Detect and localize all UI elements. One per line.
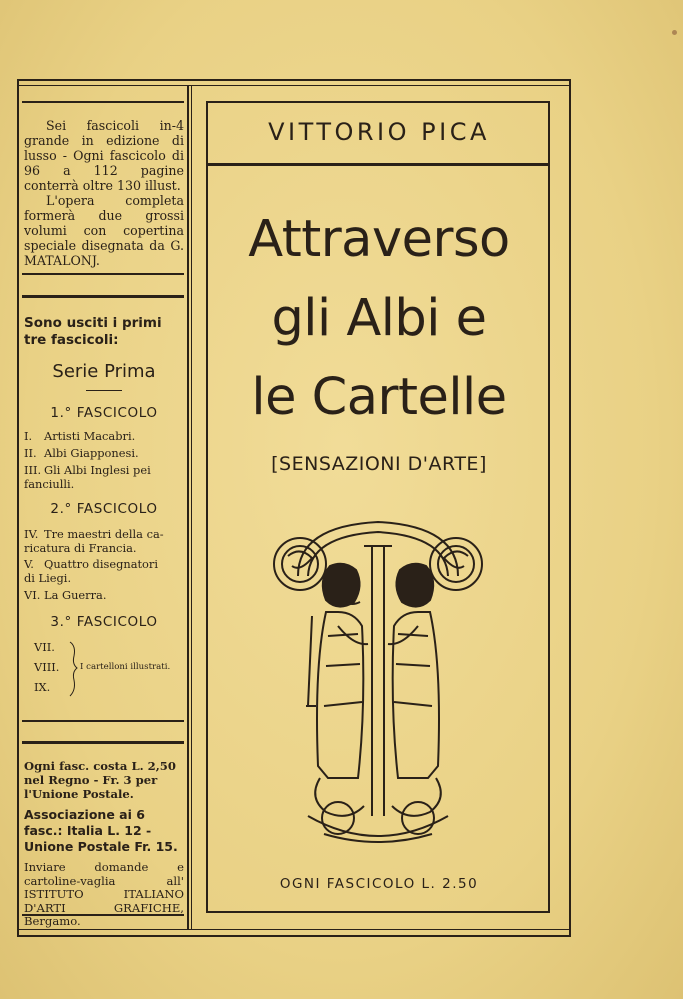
left-rule-3 bbox=[22, 295, 184, 298]
intro-box bbox=[24, 118, 184, 268]
list-item: V. Quattro disegnatori bbox=[24, 557, 159, 571]
published-heading: Sono usciti i primi tre fascicoli: bbox=[24, 315, 162, 348]
art-nouveau-illustration bbox=[268, 516, 488, 856]
column-divider bbox=[187, 85, 189, 929]
list-item: VIII. bbox=[34, 660, 60, 674]
contents-box bbox=[24, 315, 184, 700]
author-name: VITTORIO PICA bbox=[268, 118, 490, 146]
author-rule bbox=[206, 163, 550, 166]
list-item: IV. Tre maestri della ca- bbox=[24, 527, 164, 541]
book-title bbox=[212, 200, 546, 437]
subscription-text: Associazione ai 6 fasc.: Italia L. 12 - Unione Postale Fr. 15. bbox=[24, 807, 178, 854]
title-line-3: le Cartelle bbox=[251, 368, 507, 427]
fascicolo-1-title: 1.° FASCICOLO bbox=[50, 405, 158, 421]
column-divider-inner bbox=[191, 85, 192, 929]
fascicolo-2-list bbox=[24, 527, 184, 602]
left-rule-2 bbox=[22, 273, 184, 275]
brace-icon bbox=[68, 638, 80, 700]
list-item: VII. bbox=[34, 640, 55, 654]
outer-bottom-double-rule bbox=[17, 929, 571, 930]
subtitle: [SENSAZIONI D'ARTE] bbox=[271, 453, 487, 475]
paper-stain bbox=[672, 30, 677, 35]
fascicolo-2-title: 2.° FASCICOLO bbox=[50, 501, 158, 517]
left-rule-5 bbox=[22, 741, 184, 744]
outer-top-double-rule bbox=[17, 85, 571, 86]
fascicolo-3-title: 3.° FASCICOLO bbox=[50, 614, 158, 630]
left-rule-1 bbox=[22, 101, 184, 103]
price-footer: OGNI FASCICOLO L. 2.50 bbox=[279, 876, 479, 892]
price-box bbox=[24, 759, 184, 929]
fascicolo-3-list bbox=[24, 638, 184, 700]
series-divider bbox=[86, 390, 122, 391]
list-item-continuation: di Liegi. bbox=[24, 571, 72, 585]
list-item: II. Albi Giapponesi. bbox=[24, 446, 139, 460]
title-line-2: gli Albi e bbox=[271, 289, 487, 348]
list-item-continuation: fanciulli. bbox=[24, 477, 75, 491]
intro-paragraph: Sei fascicoli in-4 grande in edizione di lusso - Ogni fascicolo di 96 a 112 pagine conterrà oltre 130 illust. bbox=[24, 118, 184, 193]
list-item: VI. La Guerra. bbox=[24, 588, 107, 602]
list-item: I. Artisti Macabri. bbox=[24, 429, 136, 443]
intro-paragraph-2: L'opera completa formerà due grossi volumi con copertina speciale disegnata da G. MATALONJ. bbox=[24, 193, 184, 268]
list-item: IX. bbox=[34, 680, 51, 694]
left-rule-4 bbox=[22, 720, 184, 722]
group-label: I cartelloni illustrati. bbox=[80, 662, 171, 672]
cost-text: Ogni fasc. costa L. 2,50 nel Regno - Fr. 3 per l'Unione Postale. bbox=[24, 759, 176, 801]
title-line-1: Attraverso bbox=[248, 210, 510, 269]
series-heading: Serie Prima bbox=[52, 361, 156, 382]
fascicolo-1-list bbox=[24, 429, 184, 491]
list-item-continuation: ricatura di Francia. bbox=[24, 541, 137, 555]
orders-text: Inviare domande e cartoline-vaglia all' ISTITUTO ITALIANO D'ARTI GRAFICHE, Bergamo. bbox=[24, 860, 184, 928]
list-item: III. Gli Albi Inglesi pei bbox=[24, 463, 151, 477]
